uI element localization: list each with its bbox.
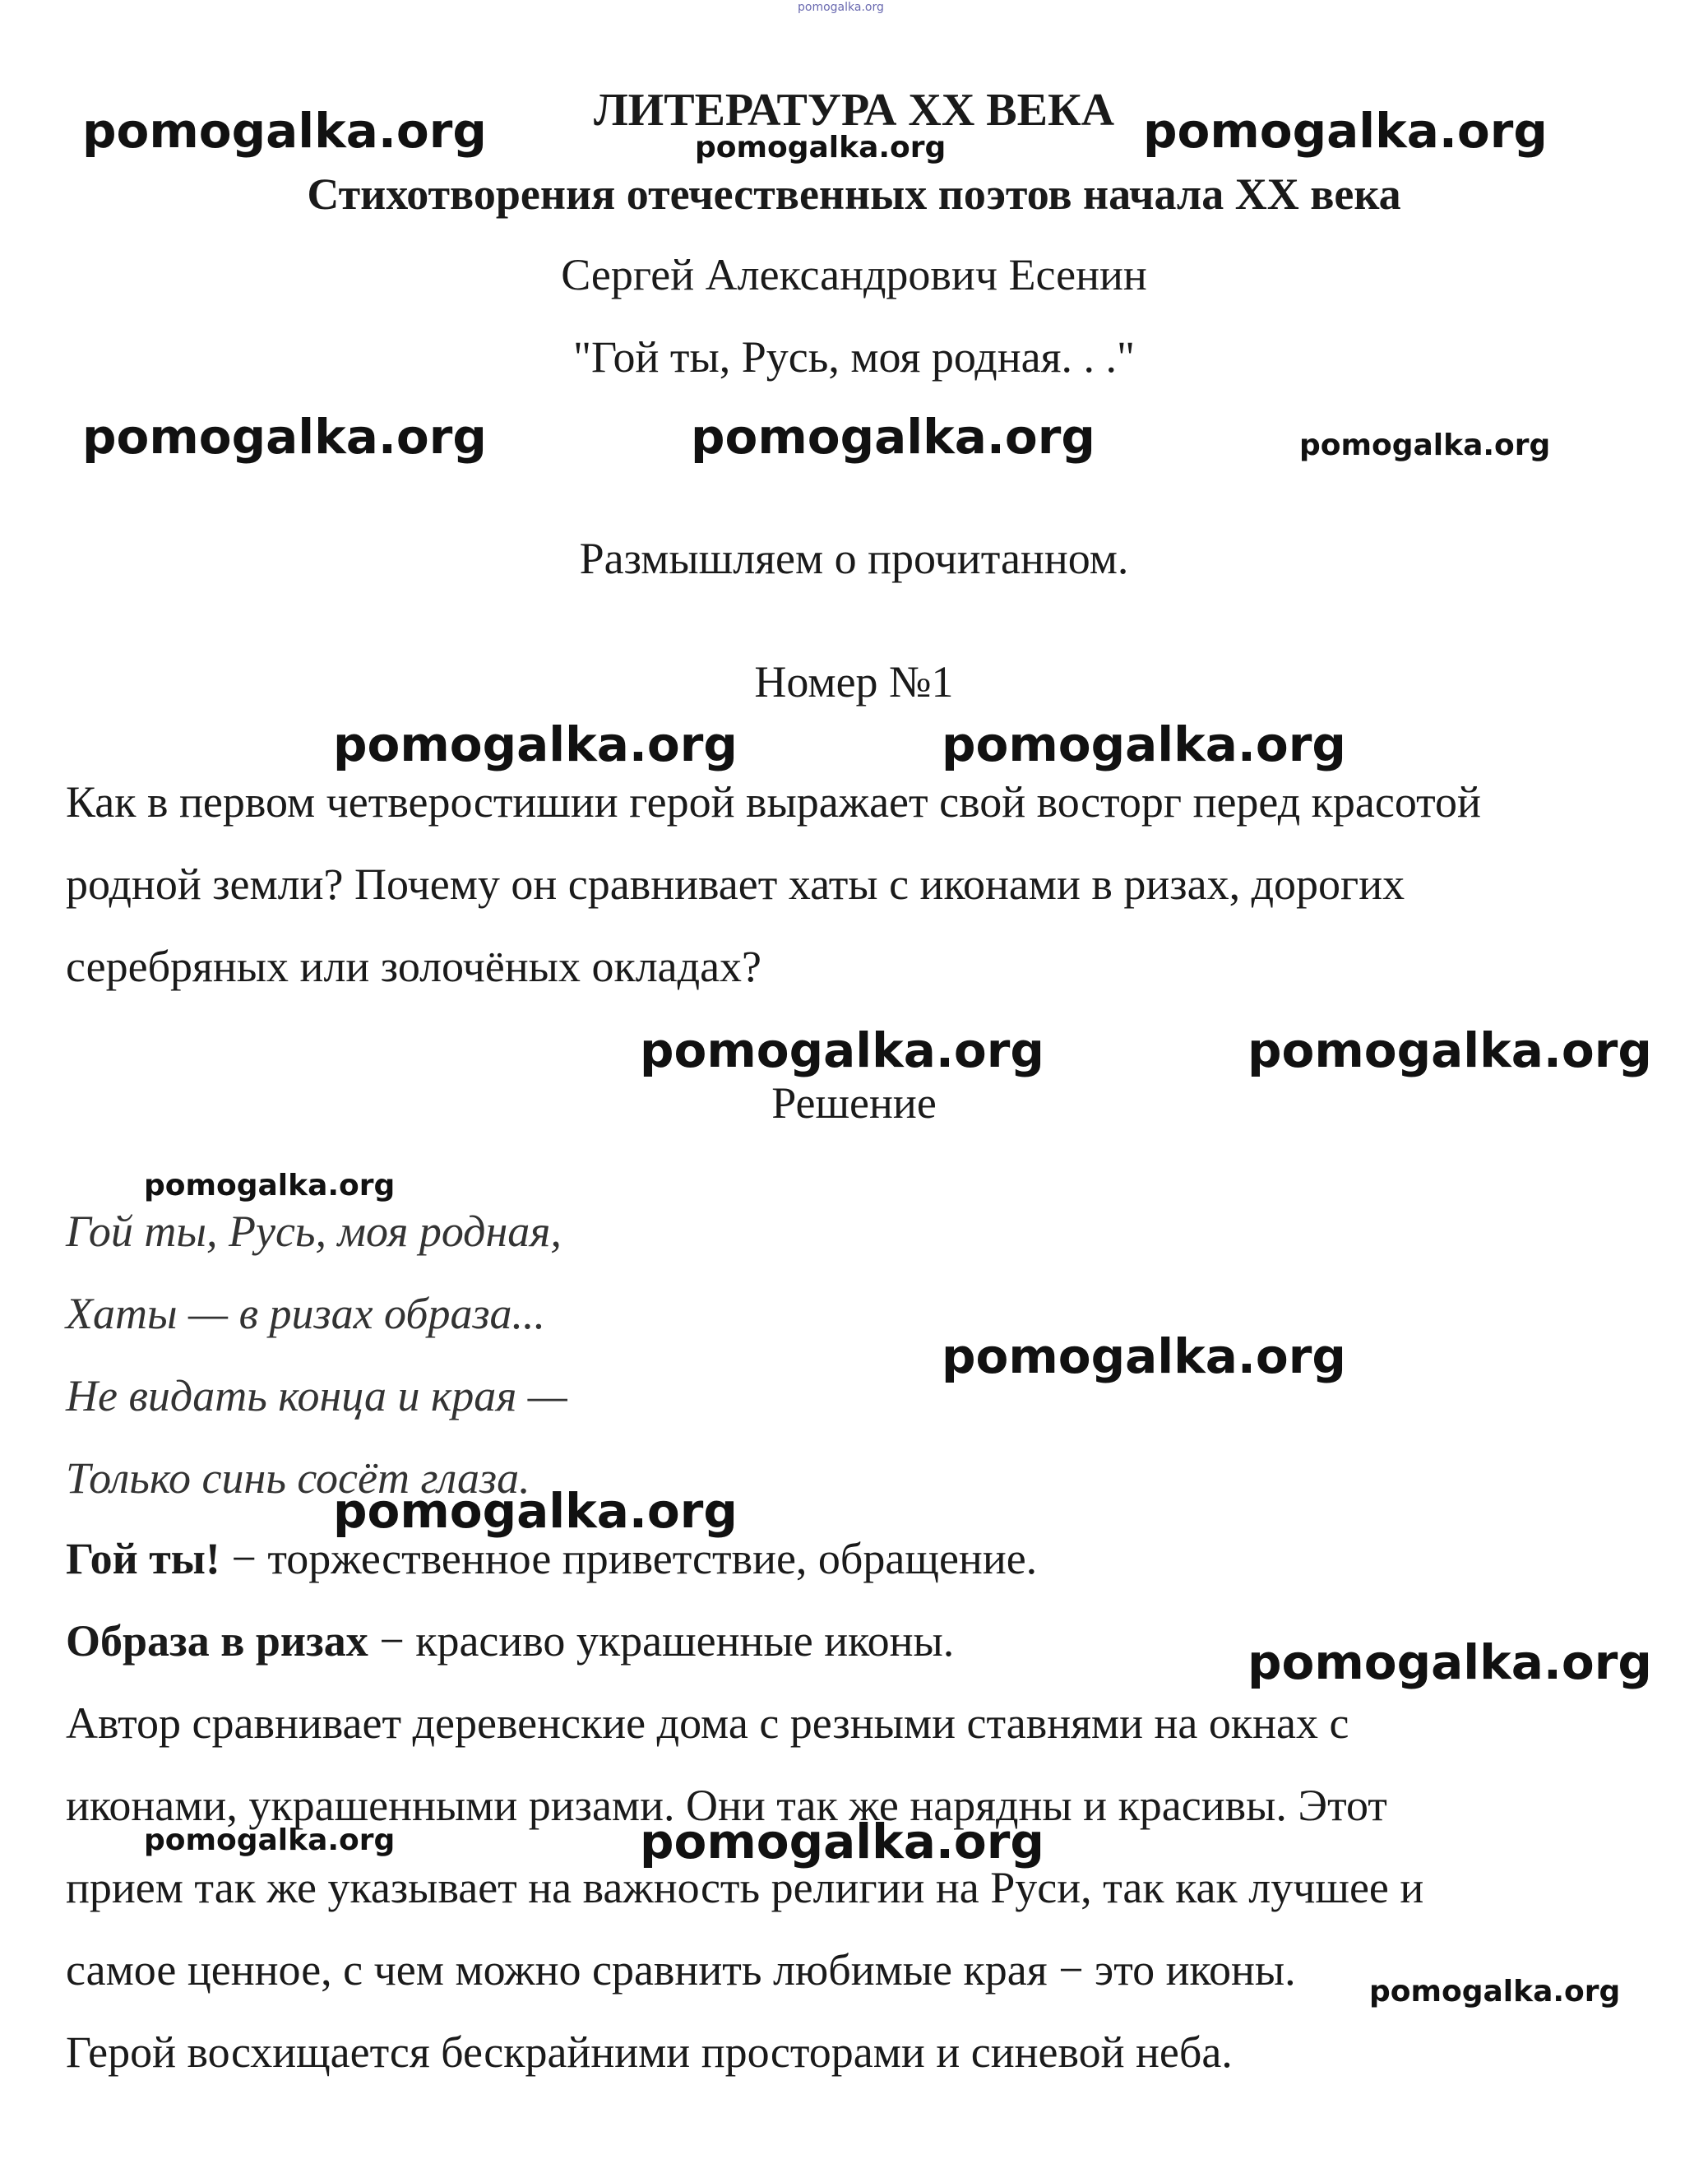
question-line: Как в первом четверостишии герой выражает свой восторг перед красотой [66, 777, 1481, 827]
watermark: pomogalka.org [691, 409, 1095, 465]
question-line: серебряных или золочёных окладах? [66, 942, 762, 991]
watermark: pomogalka.org [1299, 429, 1551, 462]
author-name: Сергей Александрович Есенин [561, 250, 1147, 299]
definition-text: − красиво украшенные иконы. [368, 1616, 955, 1666]
poem-line: Гой ты, Русь, моя родная, [66, 1207, 562, 1256]
document-title: ЛИТЕРАТУРА XX ВЕКА [593, 85, 1115, 136]
watermark: pomogalka.org [333, 716, 738, 772]
watermark: pomogalka.org [82, 103, 487, 159]
definition-obraza [66, 1616, 955, 1666]
definition-term: Гой ты! [66, 1534, 220, 1583]
poem-line: Не видать конца и края — [66, 1371, 567, 1420]
document-subtitle: Стихотворения отечественных поэтов начала XX века [307, 169, 1401, 219]
poem-line: Только синь сосёт глаза. [66, 1453, 530, 1503]
explanation-line: иконами, украшенными ризами. Они так же нарядны и красивы. Этот [66, 1781, 1387, 1830]
watermark: pomogalka.org [144, 1823, 396, 1857]
solution-heading: Решение [771, 1078, 937, 1128]
watermark: pomogalka.org [1143, 103, 1548, 159]
section-heading: Размышляем о прочитанном. [579, 534, 1129, 583]
watermark: pomogalka.org [333, 1483, 738, 1539]
explanation-line: Автор сравнивает деревенские дома с резными ставнями на окнах с [66, 1698, 1349, 1748]
task-number: Номер №1 [754, 657, 954, 707]
watermark: pomogalka.org [942, 716, 1346, 772]
watermark-top-small: pomogalka.org [798, 1, 884, 14]
explanation-line: самое ценное, с чем можно сравнить любимые края − это иконы. [66, 1945, 1296, 1995]
definition-term: Образа в ризах [66, 1616, 368, 1666]
watermark: pomogalka.org [1247, 1022, 1652, 1078]
watermark: pomogalka.org [695, 131, 947, 164]
watermark: pomogalka.org [1369, 1975, 1621, 2009]
explanation-line: Герой восхищается бескрайними просторами и синевой неба. [66, 2027, 1233, 2077]
watermark: pomogalka.org [942, 1328, 1346, 1384]
watermark: pomogalka.org [82, 409, 487, 465]
watermark: pomogalka.org [1247, 1634, 1652, 1690]
poem-title: "Гой ты, Русь, моя родная. . ." [572, 332, 1136, 382]
question-line: родной земли? Почему он сравнивает хаты с иконами в ризах, дорогих [66, 859, 1405, 909]
watermark: pomogalka.org [640, 1814, 1044, 1870]
definition-goy-ty [66, 1536, 1037, 1581]
definition-text: − торжественное приветствие, обращение. [220, 1534, 1038, 1583]
watermark: pomogalka.org [144, 1169, 396, 1202]
poem-line: Хаты — в ризах образа... [66, 1289, 546, 1338]
watermark: pomogalka.org [640, 1022, 1044, 1078]
explanation-line: прием так же указывает на важность религии на Руси, так как лучшее и [66, 1863, 1424, 1912]
